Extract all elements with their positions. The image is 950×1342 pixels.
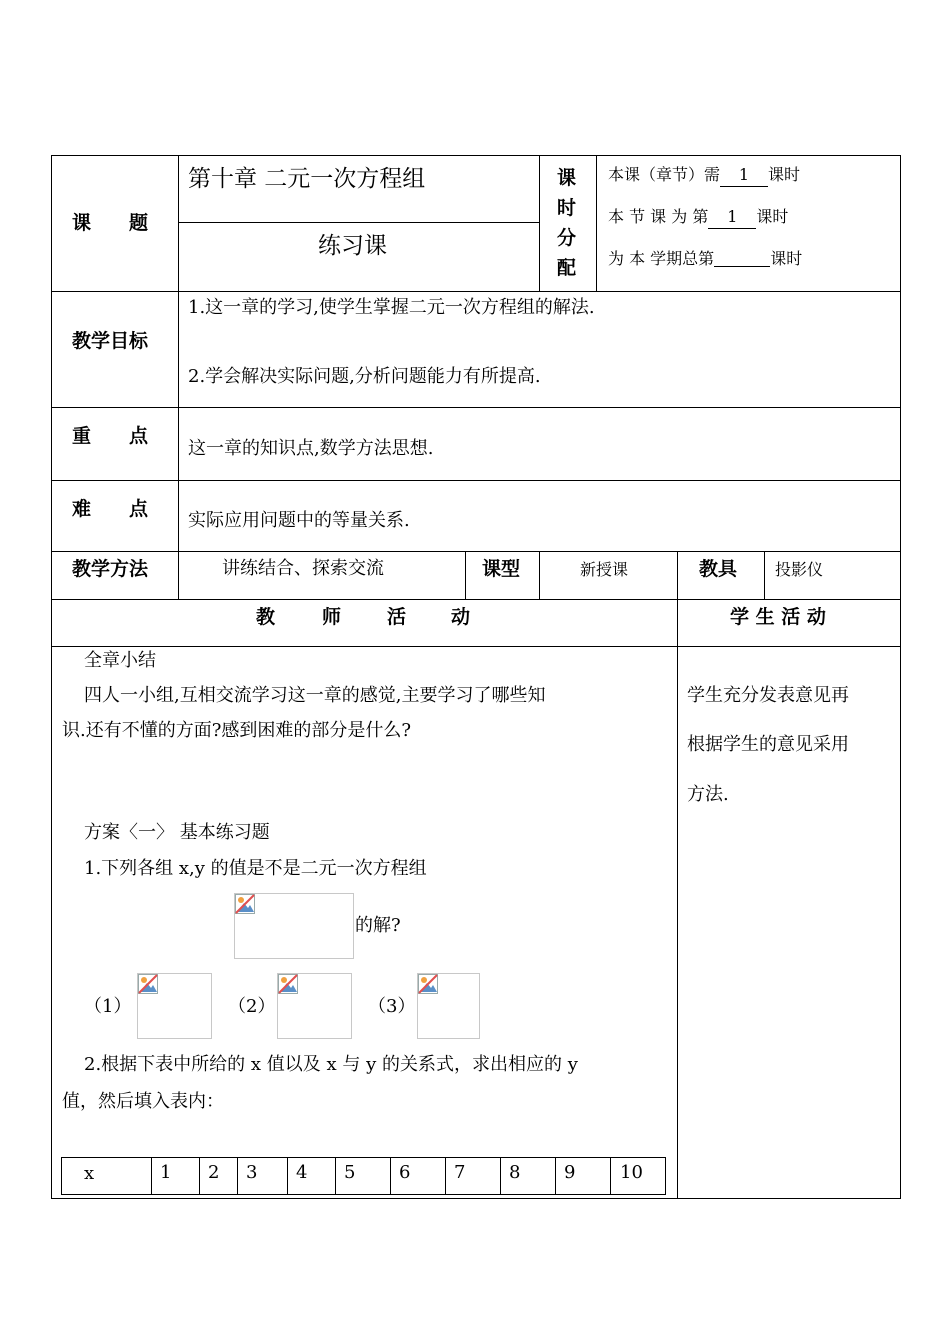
broken-image-icon bbox=[418, 974, 438, 994]
broken-image-icon bbox=[278, 974, 298, 994]
equation-system-image bbox=[234, 893, 354, 959]
table-cell: 6 bbox=[399, 1162, 411, 1183]
lesson-title: 练习课 bbox=[318, 233, 387, 259]
table-cell: 4 bbox=[296, 1162, 308, 1183]
summary-line-2: 识.还有不懂的方面?感到困难的部分是什么? bbox=[62, 720, 412, 741]
method-label: 教学方法 bbox=[72, 558, 149, 580]
teacher-header-char: 动 bbox=[451, 606, 471, 628]
time-label-char: 课 bbox=[557, 167, 577, 189]
table-cell: 10 bbox=[620, 1162, 643, 1183]
table-header-cell: x bbox=[84, 1163, 95, 1184]
question-1-suffix: 的解? bbox=[355, 915, 401, 936]
summary-line-1: 四人一小组,互相交流学习这一章的感觉,主要学习了哪些知 bbox=[84, 685, 546, 706]
plan-title: 方案〈一〉 基本练习题 bbox=[84, 822, 270, 843]
table-cell: 8 bbox=[509, 1162, 521, 1183]
time-line-unit: 课时 bbox=[770, 249, 803, 268]
table-cell: 5 bbox=[344, 1162, 356, 1183]
difficulty-text: 实际应用问题中的等量关系. bbox=[188, 510, 410, 531]
broken-image-icon bbox=[235, 894, 255, 914]
table-cell: 7 bbox=[454, 1162, 466, 1183]
time-line-unit: 课时 bbox=[768, 165, 801, 184]
difficulty-label: 难 点 bbox=[72, 498, 149, 520]
teaching-tool-value: 投影仪 bbox=[775, 560, 824, 579]
option-3-label: （3） bbox=[368, 996, 416, 1017]
time-line-text: 本课（章节）需 bbox=[608, 165, 721, 184]
goals-label: 教学目标 bbox=[72, 330, 149, 352]
table-cell: 9 bbox=[564, 1162, 576, 1183]
time-line-value bbox=[714, 248, 770, 267]
student-activity-header: 学 生 活 动 bbox=[730, 606, 826, 628]
option-2-label: （2） bbox=[228, 996, 276, 1017]
teaching-tool-label: 教具 bbox=[699, 558, 738, 580]
student-activity-line-3: 方法. bbox=[687, 784, 729, 805]
time-line-2 bbox=[608, 206, 788, 229]
time-line-unit: 课时 bbox=[756, 207, 789, 226]
table-cell: 1 bbox=[160, 1162, 172, 1183]
teacher-header-char: 活 bbox=[387, 606, 407, 628]
student-activity-line-1: 学生充分发表意见再 bbox=[687, 685, 849, 706]
goal-item-1: 1.这一章的学习,使学生掌握二元一次方程组的解法. bbox=[188, 297, 595, 318]
topic-label: 课 题 bbox=[72, 212, 149, 234]
table-cell: 3 bbox=[246, 1162, 258, 1183]
lesson-type-label: 课型 bbox=[482, 558, 521, 580]
time-line-value: 1 bbox=[720, 164, 768, 187]
key-point-label: 重 点 bbox=[72, 425, 149, 447]
option-1-label: （1） bbox=[84, 996, 132, 1017]
option-3-image bbox=[417, 973, 480, 1039]
teacher-header-char: 师 bbox=[322, 606, 342, 628]
question-2-line-1: 2.根据下表中所给的 x 值以及 x 与 y 的关系式，求出相应的 y bbox=[84, 1054, 578, 1075]
time-line-value: 1 bbox=[708, 206, 756, 229]
time-label-char: 分 bbox=[557, 227, 577, 249]
option-2-image bbox=[277, 973, 352, 1039]
time-line-3 bbox=[608, 248, 802, 270]
time-line-1 bbox=[608, 164, 800, 187]
time-line-text: 本 节 课 为 第 bbox=[608, 207, 709, 226]
question-2-line-2: 值，然后填入表内： bbox=[62, 1091, 224, 1112]
broken-image-icon bbox=[138, 974, 158, 994]
lesson-type-value: 新授课 bbox=[580, 560, 629, 579]
question-1: 1.下列各组 x,y 的值是不是二元一次方程组 bbox=[84, 858, 427, 879]
chapter-title: 第十章 二元一次方程组 bbox=[188, 166, 426, 192]
key-point-text: 这一章的知识点,数学方法思想. bbox=[188, 438, 434, 459]
method-value: 讲练结合、探索交流 bbox=[222, 558, 384, 579]
time-label-char: 时 bbox=[557, 197, 577, 219]
time-line-text: 为 本 学期总第 bbox=[608, 249, 715, 268]
summary-title: 全章小结 bbox=[84, 650, 156, 671]
teacher-header-char: 教 bbox=[256, 606, 276, 628]
time-label-char: 配 bbox=[557, 257, 577, 279]
student-activity-line-2: 根据学生的意见采用 bbox=[687, 734, 849, 755]
table-cell: 2 bbox=[208, 1162, 220, 1183]
goal-item-2: 2.学会解决实际问题,分析问题能力有所提高. bbox=[188, 366, 541, 387]
option-1-image bbox=[137, 973, 212, 1039]
